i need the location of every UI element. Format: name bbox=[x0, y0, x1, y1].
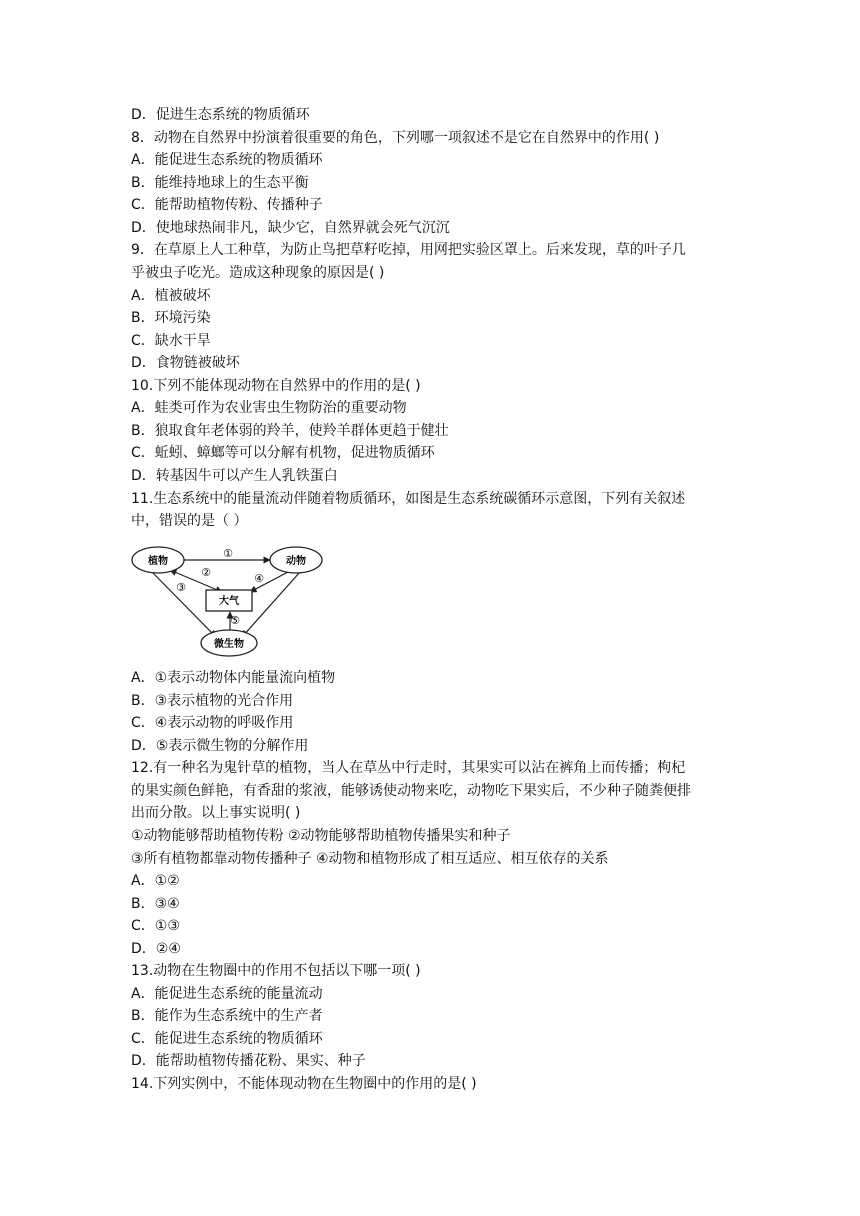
q10-option-d: D．转基因牛可以产生人乳铁蛋白 bbox=[131, 468, 338, 484]
q13-option-d: D．能帮助植物传播花粉、果实、种子 bbox=[131, 1053, 366, 1069]
q12-stem-line2: 的果实颜色鲜艳，有香甜的浆液，能够诱使动物来吃，动物吃下果实后，不少种子随粪便排 bbox=[131, 783, 691, 799]
q8-option-a: A．能促进生态系统的物质循环 bbox=[131, 152, 323, 168]
q11-option-d: D．⑤表示微生物的分解作用 bbox=[131, 738, 309, 754]
label-n5: ⑤ bbox=[230, 614, 240, 627]
label-n3: ③ bbox=[176, 581, 186, 594]
q9-option-c: C．缺水干旱 bbox=[131, 333, 211, 349]
label-microbe: 微生物 bbox=[214, 639, 244, 650]
q10-stem: 10.下列不能体现动物在自然界中的作用的是( ) bbox=[131, 378, 421, 394]
q9-option-b: B．环境污染 bbox=[131, 310, 211, 326]
q12-option-a: A．①② bbox=[131, 873, 180, 889]
q12-statements-line2: ③所有植物都靠动物传播种子 ④动物和植物形成了相互适应、相互依存的关系 bbox=[131, 851, 609, 867]
q8-option-c: C．能帮助植物传粉、传播种子 bbox=[131, 197, 323, 213]
label-n1: ① bbox=[223, 547, 233, 560]
label-atmosphere: 大气 bbox=[219, 596, 239, 607]
q9-stem-line1: 9．在草原上人工种草，为防止鸟把草籽吃掉，用网把实验区罩上。后来发现，草的叶子几 bbox=[131, 242, 686, 258]
q12-stem-line3: 出而分散。以上事实说明( ) bbox=[131, 805, 301, 821]
q11-stem-line2: 中，错误的是（ ） bbox=[131, 513, 248, 529]
q9-stem-line2: 乎被虫子吃光。造成这种现象的原因是( ) bbox=[131, 265, 385, 281]
q12-statements-line1: ①动物能够帮助植物传粉 ②动物能够帮助植物传播果实和种子 bbox=[131, 828, 511, 844]
q13-option-b: B．能作为生态系统中的生产者 bbox=[131, 1008, 323, 1024]
label-plant: 植物 bbox=[148, 556, 168, 567]
q14-stem: 14.下列实例中，不能体现动物在生物圈中的作用的是( ) bbox=[131, 1076, 477, 1092]
label-animal: 动物 bbox=[286, 556, 306, 567]
q12-option-c: C．①③ bbox=[131, 918, 180, 934]
q10-option-b: B．狼取食年老体弱的羚羊，使羚羊群体更趋于健壮 bbox=[131, 423, 449, 439]
q8-option-b: B．能维持地球上的生态平衡 bbox=[131, 175, 309, 191]
carbon-cycle-diagram bbox=[130, 542, 330, 660]
label-n4: ④ bbox=[254, 572, 264, 585]
q10-option-c: C．蚯蚓、蟑螂等可以分解有机物，促进物质循环 bbox=[131, 445, 435, 461]
q13-option-c: C．能促进生态系统的物质循环 bbox=[131, 1031, 323, 1047]
q7-option-d: D．促进生态系统的物质循环 bbox=[131, 107, 310, 123]
q13-option-a: A．能促进生态系统的能量流动 bbox=[131, 986, 323, 1002]
q8-stem: 8．动物在自然界中扮演着很重要的角色，下列哪一项叙述不是它在自然界中的作用( ) bbox=[131, 130, 660, 146]
q9-option-d: D．食物链被破坏 bbox=[131, 355, 240, 371]
q12-stem-line1: 12.有一种名为鬼针草的植物，当人在草丛中行走时，其果实可以沾在裤角上而传播；枸杞 bbox=[131, 760, 686, 776]
q11-option-c: C．④表示动物的呼吸作用 bbox=[131, 715, 294, 731]
q11-stem-line1: 11.生态系统中的能量流动伴随着物质循环，如图是生态系统碳循环示意图，下列有关叙述 bbox=[131, 491, 686, 507]
q9-option-a: A．植被破坏 bbox=[131, 288, 211, 304]
q11-option-a: A．①表示动物体内能量流向植物 bbox=[131, 670, 336, 686]
q13-stem: 13.动物在生物圈中的作用不包括以下哪一项( ) bbox=[131, 963, 421, 979]
label-n2: ② bbox=[201, 566, 211, 579]
q11-option-b: B．③表示植物的光合作用 bbox=[131, 693, 294, 709]
q12-option-b: B．③④ bbox=[131, 896, 180, 912]
q10-option-a: A．蛙类可作为农业害虫生物防治的重要动物 bbox=[131, 400, 407, 416]
q12-option-d: D．②④ bbox=[131, 941, 181, 957]
q8-option-d: D．使地球热闹非凡，缺少它，自然界就会死气沉沉 bbox=[131, 220, 450, 236]
